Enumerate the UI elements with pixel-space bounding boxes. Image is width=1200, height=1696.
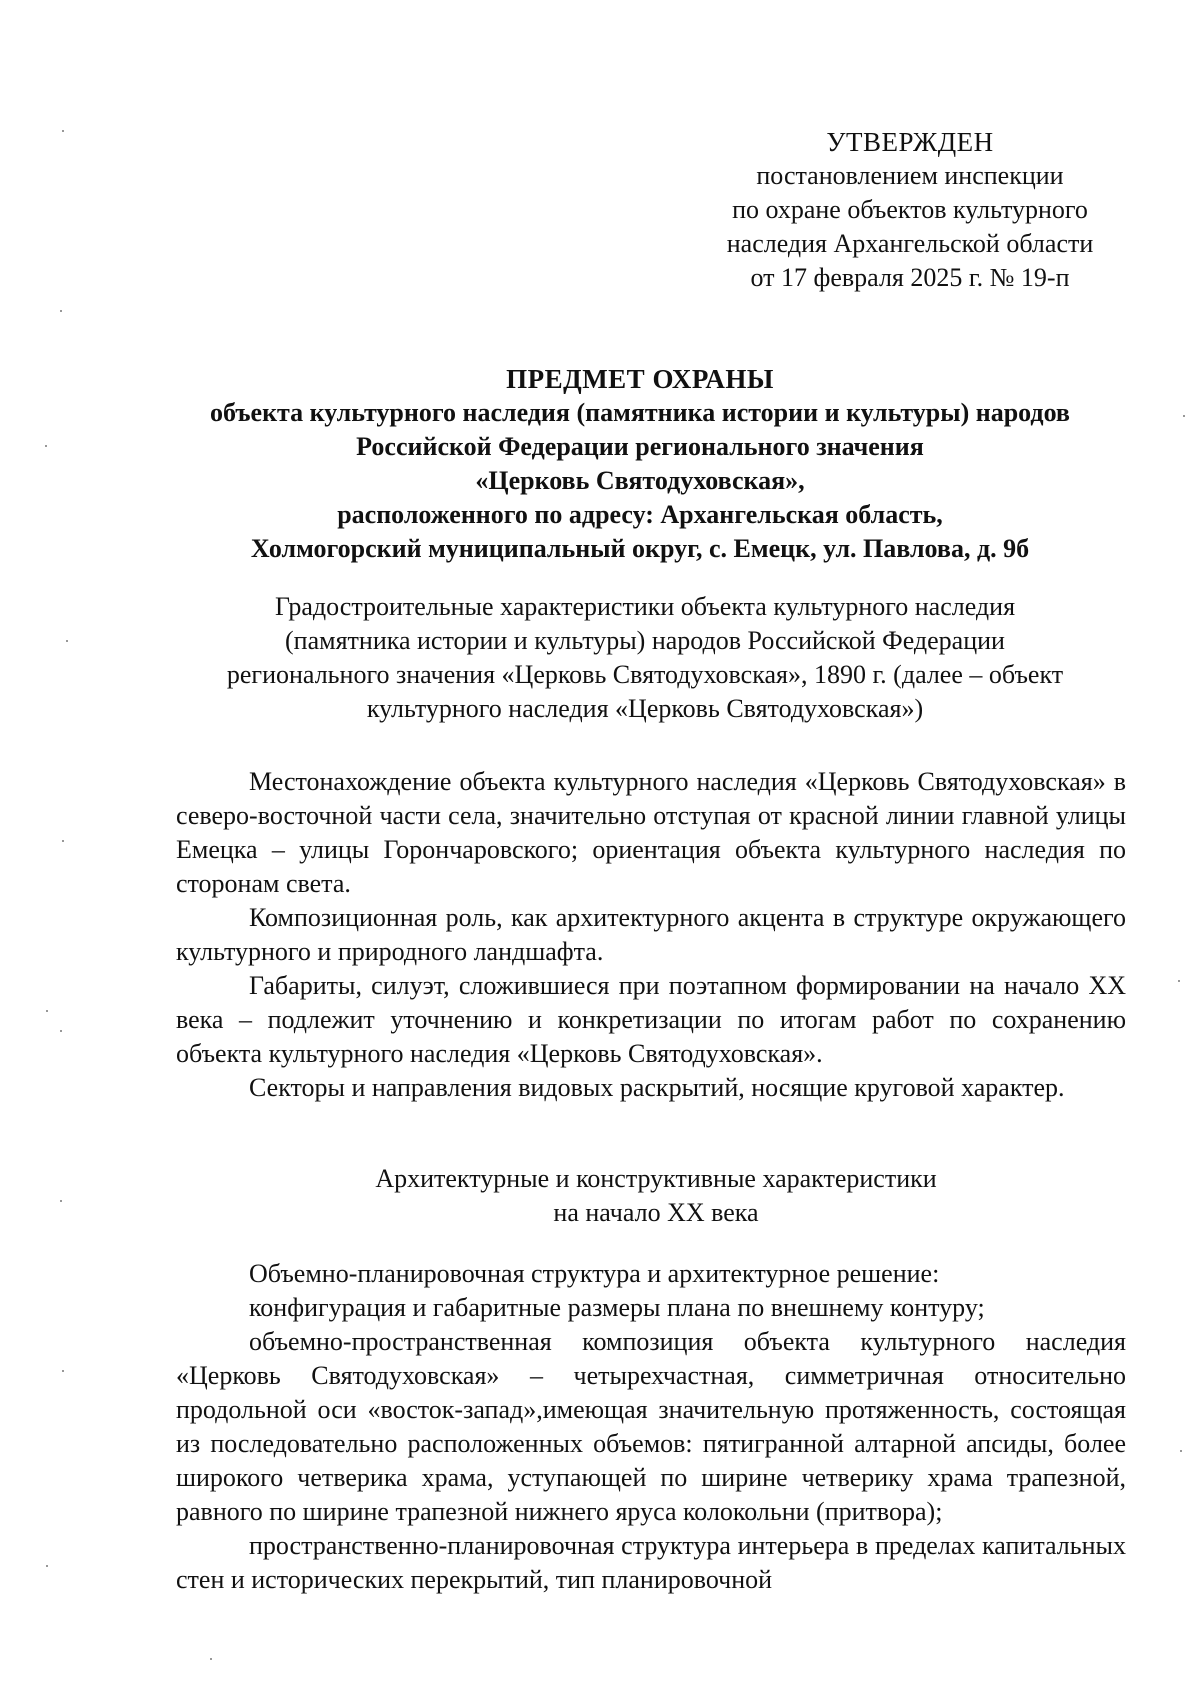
section1-title [165,590,1125,726]
section1-body [176,765,1126,1105]
scan-speck [1183,415,1185,417]
scan-speck [46,1010,48,1012]
section1-title-line-4: культурного наследия «Церковь Святодуховская») [366,694,924,723]
scan-speck [60,1200,62,1202]
section1-title-line-3: регионального значения «Церковь Святодуховская», 1890 г. (далее – объект [226,660,1064,689]
heading-line-5: Холмогорский муниципальный округ, с. Емецк, ул. Павлова, д. 9б [250,534,1030,563]
section1-title-line-2: (памятника истории и культуры) народов Российской Федерации [285,626,1005,655]
approval-line-2: по охране объектов культурного [732,195,1088,224]
scan-speck [1180,1450,1182,1452]
scan-speck [46,1565,48,1567]
scan-speck [210,1658,212,1660]
scan-speck [60,310,62,312]
section2-title-line-1: Архитектурные и конструктивные характеристики [375,1164,937,1193]
heading-line-3: «Церковь Святодуховская», [475,466,805,495]
section2-body [176,1257,1126,1597]
section1-paragraph: Композиционная роль, как архитектурного акцента в структуре окружающего культурного и природного ландшафта. [176,903,1126,966]
section2-paragraph: Объемно-планировочная структура и архитектурное решение: [249,1259,940,1288]
section2-title-line-2: на начало XX века [553,1198,759,1227]
section1-paragraph: Секторы и направления видовых раскрытий, носящие круговой характер. [249,1073,1065,1102]
section2-title [176,1162,1136,1230]
approval-block [690,125,1130,295]
scan-speck [1178,980,1180,982]
scan-speck [62,130,64,132]
section2-paragraph: объемно-пространственная композиция объекта культурного наследия «Церковь Святодуховская» – четырехчастная, симметричная относительно продольной оси «восток-запад»,имеющая значительную протяженность, состоящая из последовательно расположенных объемов: пятигранной алтарной апсиды, более широкого четверика храма, уступающей по ширине четверику храма трапезной, равного по ширине трапезной нижнего яруса колокольни (притвора); [176,1327,1126,1526]
scan-speck [45,445,47,447]
approval-line-4: от 17 февраля 2025 г. № 19-п [750,263,1070,292]
heading-line-4: расположенного по адресу: Архангельская область, [337,500,943,529]
scan-speck [62,840,64,842]
heading-line-1: объекта культурного наследия (памятника истории и культуры) народов [210,398,1070,427]
scan-speck [66,640,68,642]
section1-paragraph: Местонахождение объекта культурного наследия «Церковь Святодуховская» в северо-восточной части села, значительно отступая от красной линии главной улицы Емецка – улицы Горончаровского; ориентация объекта культурного наследия по сторонам света. [176,767,1126,898]
approval-title: УТВЕРЖДЕН [826,127,994,157]
scan-speck [60,1030,62,1032]
scan-speck [62,1370,64,1372]
approval-line-1: постановлением инспекции [756,161,1064,190]
document-heading [160,362,1120,566]
heading-main: ПРЕДМЕТ ОХРАНЫ [506,364,774,394]
section2-paragraph: пространственно-планировочная структура интерьера в пределах капитальных стен и исторических перекрытий, тип планировочной [176,1531,1126,1594]
section1-paragraph: Габариты, силуэт, сложившиеся при поэтапном формировании на начало XX века – подлежит уточнению и конкретизации по итогам работ по сохранению объекта культурного наследия «Церковь Святодуховская». [176,971,1126,1068]
section1-title-line-1: Градостроительные характеристики объекта культурного наследия [274,592,1016,621]
section2-paragraph: конфигурация и габаритные размеры плана по внешнему контуру; [249,1293,985,1322]
approval-line-3: наследия Архангельской области [726,229,1094,258]
heading-line-2: Российской Федерации регионального значения [356,432,924,461]
